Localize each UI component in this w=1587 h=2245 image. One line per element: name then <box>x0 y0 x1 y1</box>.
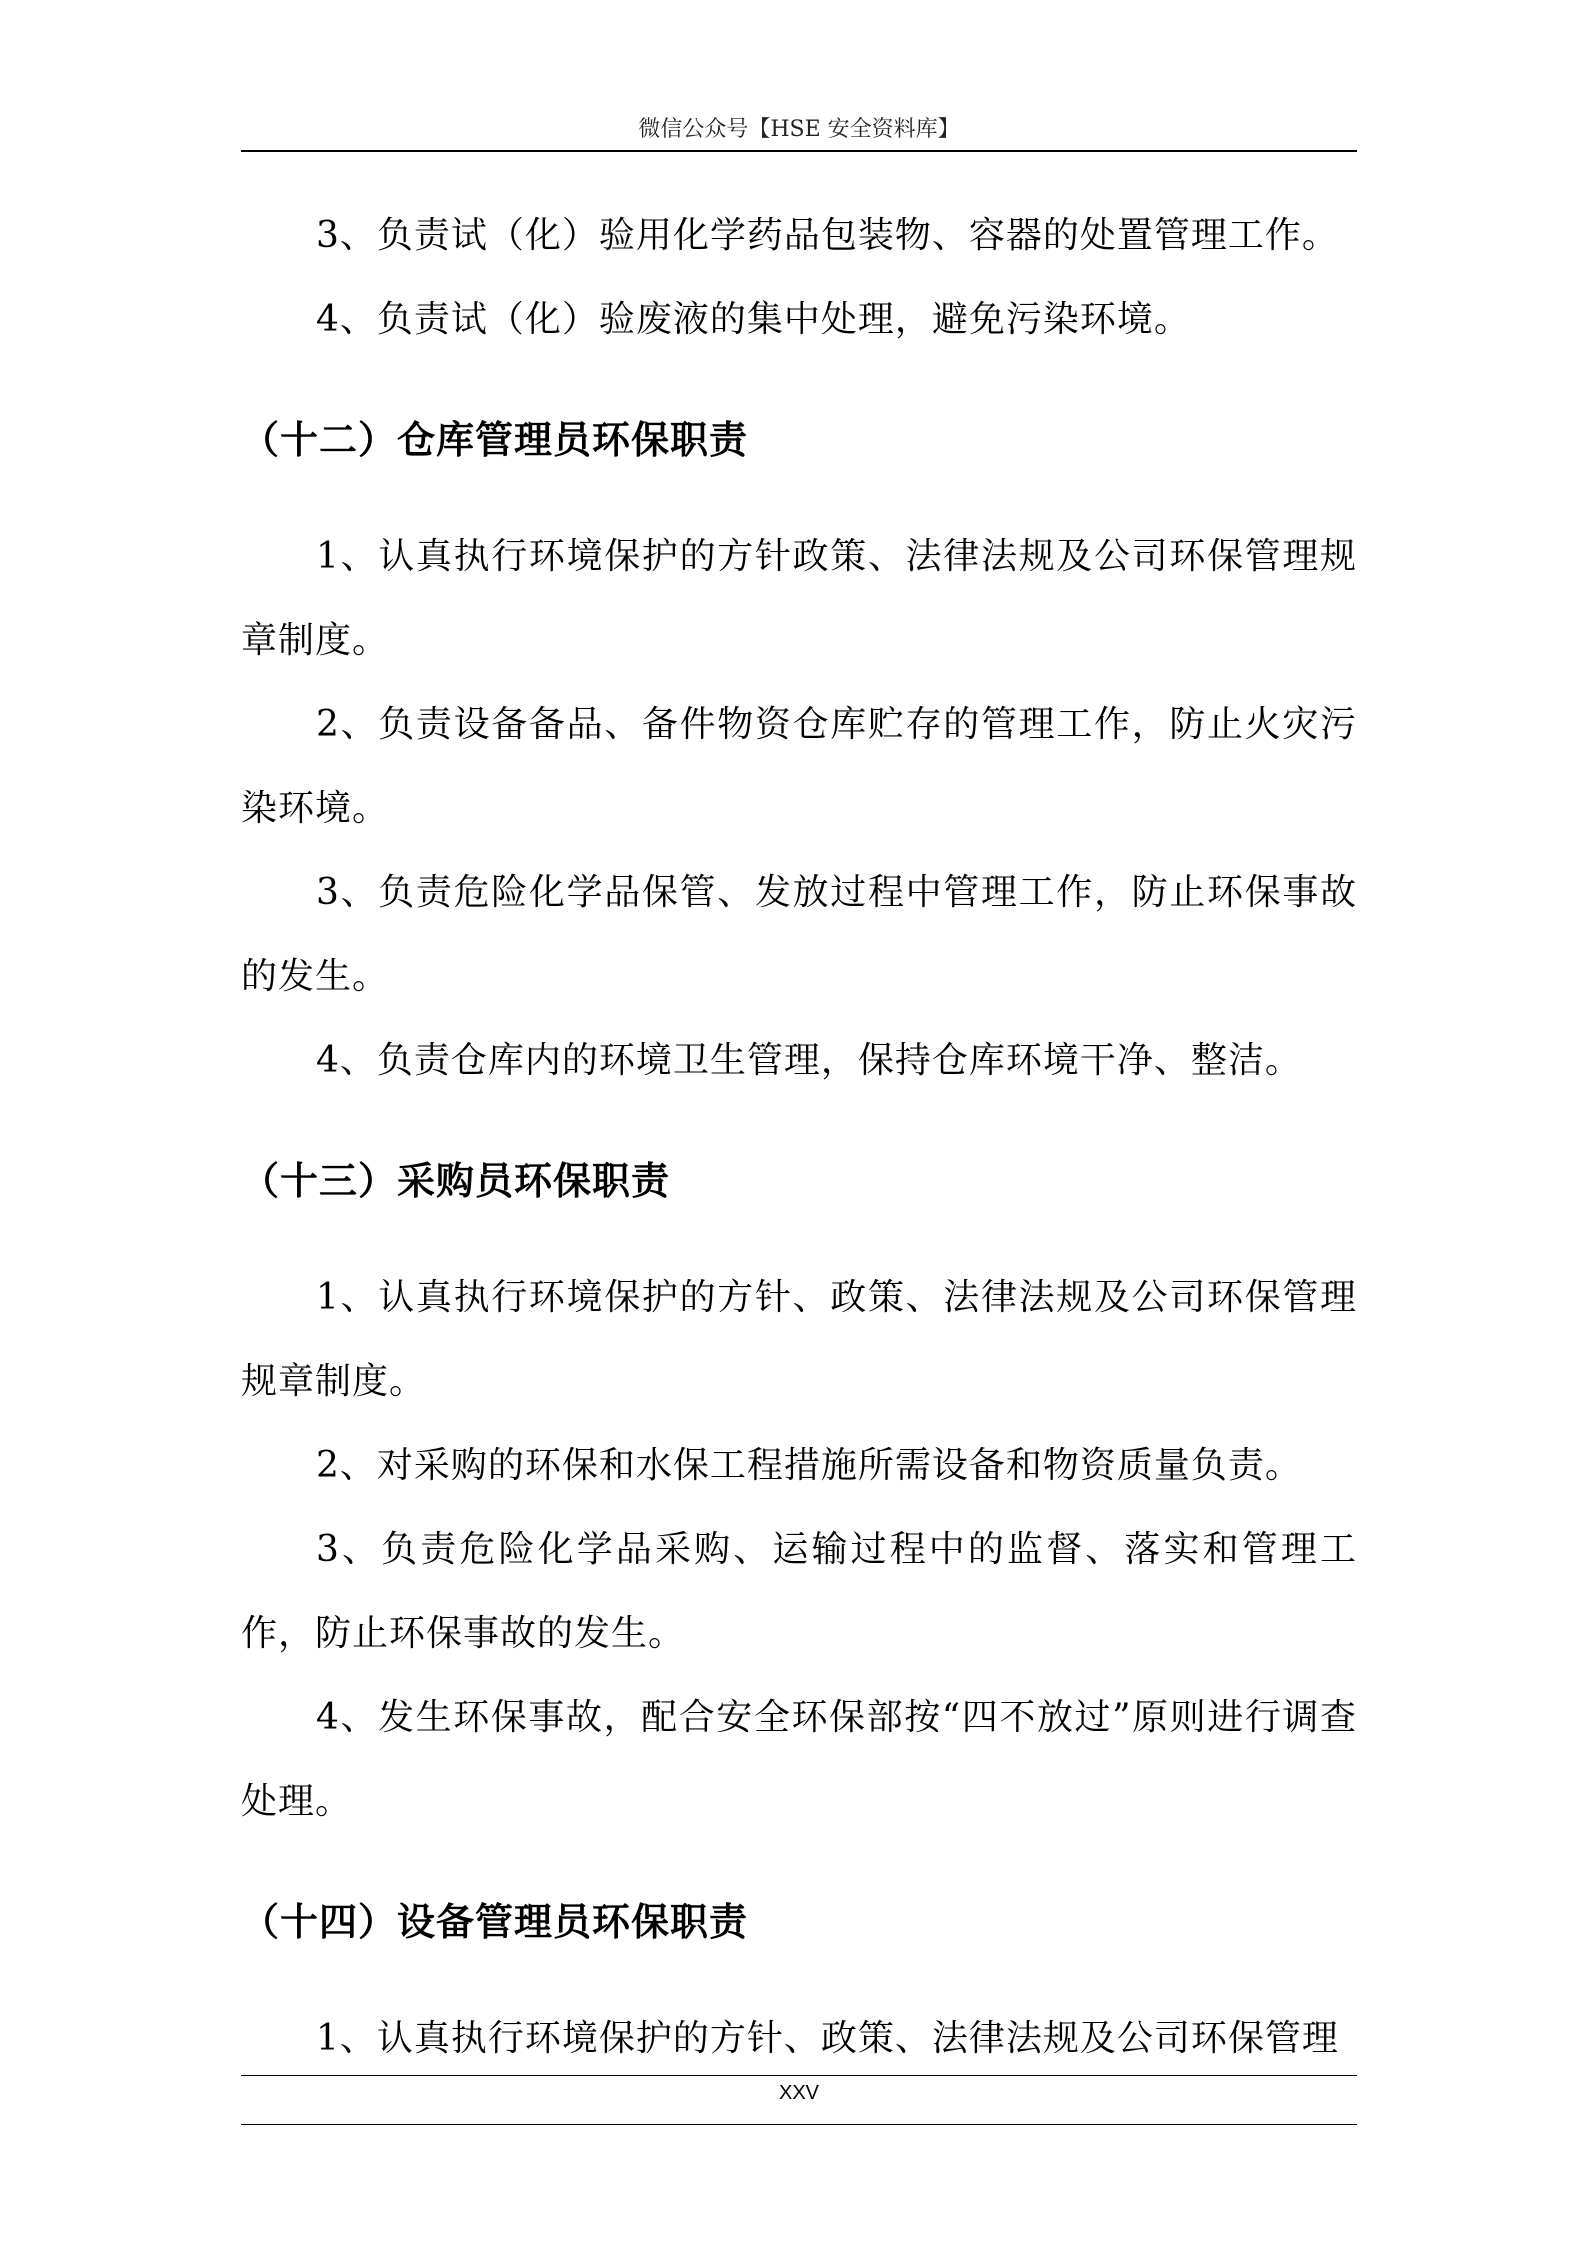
page-number: XXV <box>778 2082 820 2104</box>
s13-item-4: 4、发生环保事故，配合安全环保部按“四不放过”原则进行调查处理。 <box>241 1697 1357 1822</box>
page-header <box>241 110 1357 152</box>
section-14-title: （十四）设备管理员环保职责 <box>241 1899 749 1944</box>
s13-item-2: 2、对采购的环保和水保工程措施所需设备和物资质量负责。 <box>316 1445 1302 1486</box>
s12-item-4: 4、负责仓库内的环境卫生管理，保持仓库环境干净、整洁。 <box>316 1040 1302 1081</box>
s12-item-1: 1、认真执行环境保护的方针政策、法律法规及公司环保管理规章制度。 <box>241 536 1357 661</box>
header-text: 微信公众号【HSE 安全资料库】 <box>638 117 960 142</box>
s12-item-3: 3、负责危险化学品保管、发放过程中管理工作，防止环保事故的发生。 <box>241 872 1357 997</box>
s13-item-1: 1、认真执行环境保护的方针、政策、法律法规及公司环保管理规章制度。 <box>241 1277 1357 1402</box>
section-13-title: （十三）采购员环保职责 <box>241 1158 671 1203</box>
section-12-title: （十二）仓库管理员环保职责 <box>241 417 749 462</box>
s14-item-1: 1、认真执行环境保护的方针、政策、法律法规及公司环保管理 <box>316 2018 1339 2059</box>
s11-item-4: 4、负责试（化）验废液的集中处理，避免污染环境。 <box>316 299 1191 340</box>
s11-item-3: 3、负责试（化）验用化学药品包装物、容器的处置管理工作。 <box>316 215 1339 256</box>
page-footer <box>241 2075 1357 2125</box>
s13-item-3: 3、负责危险化学品采购、运输过程中的监督、落实和管理工作，防止环保事故的发生。 <box>241 1529 1357 1654</box>
s12-item-2: 2、负责设备备品、备件物资仓库贮存的管理工作，防止火灾污染环境。 <box>241 704 1357 829</box>
